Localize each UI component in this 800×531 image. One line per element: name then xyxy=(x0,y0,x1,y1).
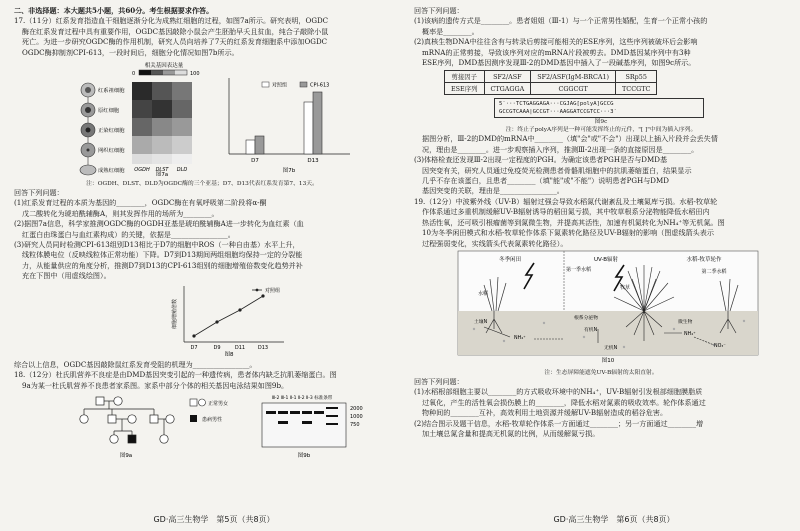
ese-cell: CGGCGT xyxy=(531,83,616,95)
fig7b-legend-swatch-control xyxy=(262,82,269,87)
legend-normal-male-icon xyxy=(190,399,197,406)
q19-stem: 热活性氧，还可吸引根瘤菌等到氮微生物，并提高其活性，加速有机氮转化为NH₄⁺等无机氮。图 xyxy=(422,217,725,227)
fig8-tick: D11 xyxy=(234,344,246,351)
q18-item: mRNA的正常剪接，导致该序列对应的mRNA片段被剪去。DMD基因某序列中有3种 xyxy=(422,47,691,57)
q19-item: (1)水稻根部细胞主要以________的方式吸收环境中的NH₄⁺，UV-B辐射引发根部细胞膜脂质 xyxy=(414,387,703,397)
fig7a-scale-max: 100 xyxy=(190,71,200,78)
q19-item: 过氧化，产生的活性氧会损伤膜上的________，降低水稻对氮素的吸收效率。轮作体系通过 xyxy=(422,397,706,407)
q17-item: 红蛋白由珠蛋白与血红素构成）的关键，依据是________________。 xyxy=(22,229,235,239)
fig9b-size: 2000 xyxy=(350,405,363,412)
q18-item: 基因突变的关联，理由是________________。 xyxy=(422,186,564,196)
fig7-note: 注：OGDH、DLST、DLD为OGDC酶的三个亚基；D7、D13代表红系发育第7、13天。 xyxy=(86,181,318,188)
fig8-control-line xyxy=(194,296,263,336)
q17-line: 酶在红系发育过程中具有重要作用，OGDC基因敲除小鼠会产生胚胎早夭且贫血，纯合子敲除小鼠 xyxy=(22,26,329,36)
fig7a-cell-label: 成熟红细胞 xyxy=(98,168,125,175)
q19-item: 回答下列问题： xyxy=(414,376,464,386)
fig7a-legend xyxy=(132,61,200,77)
page-6 xyxy=(400,0,800,531)
fig7a-cell-label: 网织红细胞 xyxy=(98,148,125,155)
fig7b-legend-label: 对照组 xyxy=(272,82,288,89)
fig9b-gel xyxy=(262,394,363,447)
q17-item: 戊二酸转化为琥珀酰辅酶A，则其发挥作用的场所为________。 xyxy=(22,208,219,218)
fig7a-legend-title: 相关基因表达量 xyxy=(144,63,184,70)
fig9b-size: 1000 xyxy=(350,413,363,420)
fig9c-caption: 图9c xyxy=(594,119,608,126)
fig7b-legend-swatch-cpi xyxy=(300,82,307,87)
fig10-season1: 第一季水稻 xyxy=(566,266,592,273)
q19-item: 加土壤总氮含量和提高无机氮的比例，从而缓解氮亏损。 xyxy=(422,428,600,438)
fig9a-legend: 患病男性 xyxy=(202,416,223,423)
fig9a-legend: 正常男女 xyxy=(208,400,229,407)
ese-table-header xyxy=(445,71,657,83)
fig7b-tick: D13 xyxy=(307,158,319,165)
q18-item: 因突变有关，研究人员通过免疫荧光检测患者骨骼肌细胞中的抗肌萎缩蛋白，结果显示 xyxy=(422,165,692,175)
q18-item: (2)真核生物DNA中往往含有与转录后剪接可能相关的ESE序列，这些序列被破坏后会影响 xyxy=(414,37,698,47)
legend-normal-female-icon xyxy=(199,399,206,406)
fig10-label: 有机N xyxy=(584,327,598,333)
ese-table-row xyxy=(445,83,657,95)
fig10-label: 微生物 xyxy=(678,319,693,325)
ese-header-cell: 剪接因子 xyxy=(445,71,485,83)
ese-header-cell: SF2/ASF xyxy=(484,71,531,83)
fig10-label: NO₃⁻ xyxy=(714,343,726,349)
fig8-legend: 对照组 xyxy=(265,287,281,294)
q17-item: (2)据图7a信息，科学家推测OGDC酶的OGDH亚基是琥珀酰辅酶A进一步转化为血红素（血 xyxy=(14,219,304,229)
q17-item: 力，从能量供应的角度分析，推测D7到D13的CPI-613组别的细胞增殖倍数变化趋势并补 xyxy=(22,260,303,270)
q18-item: 概率是________。 xyxy=(422,26,479,36)
ese-header-cell: SRp55 xyxy=(616,71,657,83)
fig10-diagram xyxy=(414,249,788,365)
page-5-footer: GD·高三生物学 第5页（共8页） xyxy=(153,515,275,524)
fig7a-caption: 图7a xyxy=(155,172,169,177)
fig10-label: 土壤N xyxy=(474,319,488,325)
fig9a-caption: 图9a xyxy=(119,452,133,459)
q17-answer-intro: 回答下列问题： xyxy=(14,188,64,198)
q18-item: (3)体格检查还发现Ⅲ-2出现一定程度的PGH。为确定该患者PGH是否与DMD基 xyxy=(414,155,668,165)
q18-stem: 9a为某一杜氏肌营养不良患者家系图。家系中部分个体的相关基因电泳结果如图9b。 xyxy=(22,380,289,390)
fig7b-tick: D7 xyxy=(251,158,259,165)
fig9b-size: 750 xyxy=(350,421,360,428)
fig7-panel xyxy=(14,58,390,176)
fig10-left-title: 冬季闲田 xyxy=(498,256,522,263)
fig7b-bar xyxy=(255,136,264,154)
q19-stem: 19.（12分）中波紫外线（UV-B）辐射过强会导致水稻氮代谢紊乱及土壤氮库亏损。水稻-牧草轮 xyxy=(414,196,718,206)
fig9c-note: 注：终止子polyA序列是一种可能发挥终止的元件，"[ ]"中间为插入序列。 xyxy=(505,127,697,134)
seq-box xyxy=(494,98,704,118)
q17-last: 综合以上信息，OGDC基因敲除鼠红系发育受阻的机理为________________。 xyxy=(14,359,257,369)
fig9a-pedigree xyxy=(80,397,174,443)
fig9b-caption: 图9b xyxy=(297,452,311,459)
q18-item: ESE序列，DMD基因测序发现Ⅲ-2的DMD基因中插入了一段碱基序列，如图9c所示。 xyxy=(422,58,696,68)
ese-cell: TCCGTC xyxy=(616,83,657,95)
fig9b-lanes: Ⅲ-2 Ⅲ-1 Ⅱ-1 Ⅱ-2 Ⅱ-3 标准条带 xyxy=(271,395,333,401)
q18-intro: 回答下列问题： xyxy=(414,6,464,15)
fig7a-cell-label: 原红细胞 xyxy=(98,108,120,115)
fig8-caption: 图8 xyxy=(224,351,234,356)
fig10-label: NH₄⁺ xyxy=(684,331,696,337)
q18-stem: 18.（12分）杜氏肌营养不良症是由DMD基因突变引起的一种遗传病，患者体内缺乏抗肌萎缩蛋白。图 xyxy=(14,370,337,380)
section-title: 二、非选择题：本大题共5小题，共60分。考生根据要求作答。 xyxy=(14,6,214,15)
ese-cell: CTGAGGA xyxy=(484,83,531,95)
fig9-panel xyxy=(14,391,390,461)
fig10-caption: 图10 xyxy=(601,357,615,364)
fig7a-cell-label: 正染红细胞 xyxy=(98,128,125,135)
fig7a-col-label: DLST xyxy=(155,167,169,174)
q19-stem: 10为冬季闲田模式和水稻-牧草轮作体系下氮素转化路径及UV-B辐射的影响（图虚线箭头表示 xyxy=(422,228,714,238)
fig10-label: NH₄⁺ xyxy=(514,335,526,341)
fig8-tick: D13 xyxy=(257,344,269,351)
ese-table xyxy=(444,70,657,95)
q18-item: (1)该病的遗传方式是________。患者姐姐（Ⅲ-1）与一个正常男性婚配，生育一个正常小孩的 xyxy=(414,16,708,26)
fig7b-caption: 图7b xyxy=(282,168,296,175)
fig10-right-title: 水稻-牧草轮作 xyxy=(686,256,722,263)
q17-line: 死亡。为进一步研究OGDC酶的作用机制，研究人员向培养了7天的红系发育细胞系中添加OGDC xyxy=(22,37,328,47)
page-6-footer: GD·高三生物学 第6页（共8页） xyxy=(553,515,675,524)
fig7b-bar xyxy=(246,140,255,154)
seq-line: 5′···TCTGAGGAGA···CGJAG[polyA]GCCG xyxy=(499,101,614,108)
q17-item: 充在下图中（用虚线绘图）。 xyxy=(22,271,111,281)
fig8-tick: D9 xyxy=(213,344,221,351)
fig7b-bar xyxy=(304,102,313,154)
fig7b-legend-label: CPI-613 xyxy=(310,82,330,89)
fig10-season2: 第二季水稻 xyxy=(701,268,727,275)
fig7b-bar xyxy=(313,92,322,154)
fig10-label: 根系分泌物 xyxy=(574,315,598,321)
fig10-label: 水稻 xyxy=(478,290,489,297)
q19-stem: 过程强弱变化，实线箭头代表氮素转化路径）。 xyxy=(422,238,568,248)
fig10-uv-label: UV-B辐射 xyxy=(594,256,619,263)
legend-affected-male-icon xyxy=(190,415,197,422)
fig7a-col-label: DLD xyxy=(176,167,188,174)
q17-stem xyxy=(14,16,390,58)
q18-item: 据图分析，Ⅲ-2的DMD的mRNA中________（填"会"或"不会"）出现以上插入片段并会丢失情 xyxy=(422,134,718,144)
q19-item: (2)结合图示及题干信息，水稻-牧草轮作体系一方面通过________；另一方面通过________增 xyxy=(414,418,704,428)
fig7b-chart xyxy=(229,78,350,164)
fig7a-cell-column xyxy=(80,83,125,175)
fig7a-col-label: OGDH xyxy=(134,167,150,174)
fig8-chart xyxy=(14,282,390,356)
q17-item: (3)研究人员同时检测CPI-613组别D13相比于D7的细胞中ROS（一种自由基）水平上升， xyxy=(14,240,300,250)
fig7a-cell-label: 红系祖细胞 xyxy=(98,88,125,95)
ese-row-label: ESE序列 xyxy=(445,83,485,95)
q18-item: 几乎不存在该蛋白，且患者________（填"能"或"不能"）说明患者PGH与DMD xyxy=(422,176,669,186)
q19-stem: 作体系通过多重机制缓解UV-B辐射诱导的稻田氮亏损，其中牧草根系分泌物能降低水稻田内 xyxy=(422,207,710,217)
fig10-label: 牧草 xyxy=(620,284,631,291)
seq-line: GCCGTCAAA|GCCGT···AAGGATCCGTCC···3′ xyxy=(499,109,617,116)
fig10-note: 注：生态屏障能遮免UV-B辐射的太阳直射。 xyxy=(544,369,658,376)
q19-item: 物种间的________互补，高效利用土地资源并缓解UV-B辐射造成的稻谷危害。 xyxy=(422,408,668,418)
q17-line: OGDC酶抑制剂CPI-613，一段时间后，细胞分化情况如图7b所示。 xyxy=(22,47,239,57)
q17-item: 线粒体膜电位（反映线粒体正常功能）下降。D7到D13期间两组细胞均保持一定的分裂能 xyxy=(22,250,303,260)
q17-line: 17.（11分）红系发育指造血干细胞逐渐分化为成熟红细胞的过程，如图7a所示。研究表明，OGDC xyxy=(14,16,329,26)
ese-header-cell: SF2/ASF(IgM-BRCA1) xyxy=(531,71,616,83)
fig8-ylabel: 细胞增殖倍数 xyxy=(172,298,178,329)
fig8-tick: D7 xyxy=(190,344,198,351)
fig7a-scale-min: 0 xyxy=(132,71,136,78)
q17-item: (1)红系发育过程的本质为基因的________，OGDC酶在有氧呼吸第二阶段将α-酮 xyxy=(14,198,267,208)
q18-item: 况，理由是________。进一步观察插入序列，推测Ⅲ-2出现一条的直接原因是________。 xyxy=(422,144,699,154)
fig7a-heatmap xyxy=(132,82,192,173)
fig10-label: 无机N xyxy=(604,345,618,351)
